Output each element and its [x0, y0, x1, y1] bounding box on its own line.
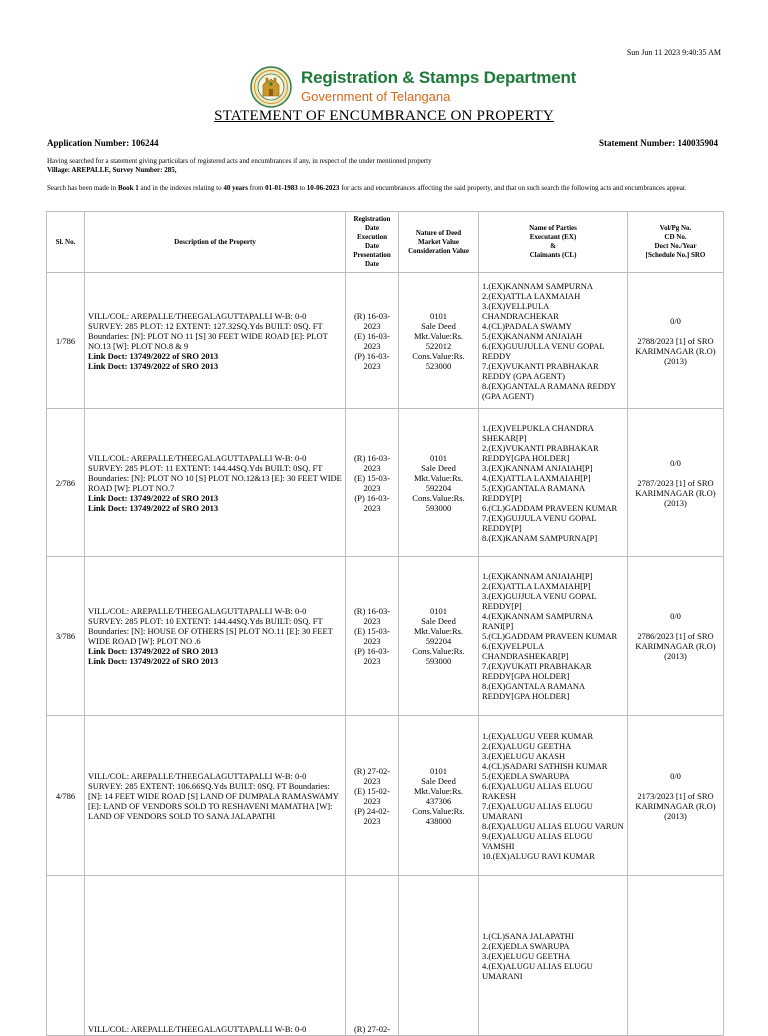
deed-entry: 0101 [430, 310, 447, 321]
deed-entry: 0101 [430, 765, 447, 776]
cell-parties [479, 273, 628, 409]
cell-parties [479, 716, 628, 876]
deed-entry: Sale Deed [421, 462, 456, 473]
party-name: 5.(EX)GANTALA RAMANA REDDY[P] [482, 482, 585, 503]
header-line: Name of Parties [529, 224, 577, 232]
cell-sl-no [47, 876, 85, 1036]
date-entry: (E) 16-03-2023 [354, 330, 390, 351]
vol-page: 0/0 [670, 315, 681, 326]
date-entry: (E) 15-02-2023 [354, 785, 390, 806]
party-name: 2.(EX)ATTLA LAXMAIAH[P] [482, 581, 591, 591]
party-name: 2.(EX)VUKANTI PRABHAKAR REDDY[GPA HOLDER] [482, 442, 599, 463]
party-name: 5.(EX)KANANM ANJAIAH [482, 330, 583, 341]
party-name: 2.(EX)ALUGU GEETHA [482, 740, 572, 751]
date-entry: (R) 27-02- [353, 1024, 391, 1034]
cell-parties [479, 876, 628, 1036]
encumbrance-table-wrap [46, 211, 723, 1034]
header-line: CD No. [664, 233, 687, 241]
cell-sl-no: 1/786 [47, 273, 85, 409]
header-line: & [550, 242, 556, 250]
link-doct: Link Doct: 13749/2022 of SRO 2013 [88, 360, 219, 371]
header-line: Consideration Value [408, 246, 469, 255]
party-name: 8.(EX)ALUGU ALIAS ELUGU VARUN [482, 820, 624, 831]
village-line: Village: AREPALLE, Survey Number: 285, [47, 166, 177, 174]
party-name: 8.(EX)KANAM SAMPURNA[P] [482, 532, 598, 543]
date-entry: (P) 16-03-2023 [354, 350, 390, 371]
header-line: [Schedule No.] SRO [645, 251, 706, 259]
party-name: 1.(CL)SANA JALAPATHI [482, 930, 574, 941]
date-entry: (P) 24-02-2023 [354, 805, 390, 826]
property-description: VILL/COL: AREPALLE/THEEGALAGUTTAPALLI W-B: 0-0 SURVEY: 285 PLOT: 10 EXTENT: 144.44SQ.Yds BUILT: 0SQ. FT Boundaries: [N]: HOUSE OF OTHERS [S] PLOT NO.11 [E]: 30 FEET WIDE ROAD [W]: PLOT NO .6 [88, 606, 333, 646]
cell-deed [399, 409, 479, 557]
deed-entry: 0101 [430, 452, 447, 463]
party-name: 6.(EX)ALUGU ALIAS ELUGU RAKESH [482, 780, 593, 801]
government-name: Government of Telangana [301, 89, 451, 104]
cell-vol [628, 409, 724, 557]
party-name: 2.(EX)ATTLA LAXMAIAH [482, 290, 581, 301]
document-number: 2788/2023 [1] of SRO KARIMNAGAR (R.O)(2013) [635, 335, 716, 366]
deed-entry: Cons.Value:Rs. 593000 [412, 492, 465, 513]
header-line: Executant (EX) [529, 233, 577, 241]
party-name: 5.(CL)GADDAM PRAVEEN KUMAR [482, 631, 618, 641]
header-line: Presentation [353, 251, 391, 259]
cell-description [85, 409, 346, 557]
encumbrance-table [46, 211, 724, 1036]
cell-dates [346, 409, 399, 557]
party-name: 7.(EX)GUJJULA VENU GOPAL REDDY[P] [482, 512, 597, 533]
date-entry: (E) 15-03-2023 [354, 626, 390, 646]
party-name: 8.(EX)GANTALA RAMANA REDDY[GPA HOLDER] [482, 681, 585, 701]
party-name: 5.(EX)EDLA SWARUPA [482, 770, 570, 781]
document-number: 2173/2023 [1] of SRO KARIMNAGAR (R.O)(2013) [635, 790, 716, 821]
link-doct: Link Doct: 13749/2022 of SRO 2013 [88, 656, 219, 666]
intro-text: Having searched for a statement giving particulars of registered acts and encumbrances if any, in respect of the under mentioned property [47, 157, 432, 165]
table-row [47, 409, 724, 557]
header-line: Nature of Deed [415, 228, 462, 237]
cell-dates [346, 876, 399, 1036]
date-entry: (P) 16-03-2023 [354, 492, 390, 513]
party-name: 1.(EX)ALUGU VEER KUMAR [482, 730, 594, 741]
property-description: VILL/COL: AREPALLE/THEEGALAGUTTAPALLI W-B: 0-0 SURVEY: 285 EXTENT: 106.66SQ.Yds BUILT: 0SQ. FT Boundaries: [N]: 14 FEET WIDE ROAD [S] LAND OF DUMPALA RAMASWAMY [E]: LAND OF VENDORS SOLD TO RESHAVENI MAMATHA [W]: LAND OF VENDORS SOLD TO SANA JALAPATHI [88, 770, 339, 821]
table-row [47, 557, 724, 716]
party-name: 3.(EX)GUJJULA VENU GOPAL REDDY[P] [482, 591, 597, 611]
link-doct: Link Doct: 13749/2022 of SRO 2013 [88, 350, 219, 361]
cell-deed [399, 716, 479, 876]
link-doct: Link Doct: 13749/2022 of SRO 2013 [88, 492, 219, 503]
header-line: Registration [353, 215, 391, 223]
party-name: 1.(EX)VELPUKLA CHANDRA SHEKAR[P] [482, 422, 594, 443]
table-row [47, 716, 724, 876]
header-line: Date [365, 224, 379, 232]
cell-sl-no: 2/786 [47, 409, 85, 557]
cell-dates [346, 557, 399, 716]
cell-vol [628, 557, 724, 716]
party-name: 7.(EX)ALUGU ALIAS ELUGU UMARANI [482, 800, 593, 821]
header-line: Execution [357, 233, 387, 241]
party-name: 3.(EX)KANNAM ANJAIAH[P] [482, 462, 593, 473]
cell-vol [628, 273, 724, 409]
table-header-row [47, 212, 724, 273]
deed-entry: Sale Deed [421, 320, 456, 331]
date-entry: (E) 15-03-2023 [354, 472, 390, 493]
document-title: STATEMENT OF ENCUMBRANCE ON PROPERTY [214, 108, 554, 124]
link-doct: Link Doct: 13749/2022 of SRO 2013 [88, 646, 219, 656]
document-number: 2787/2023 [1] of SRO KARIMNAGAR (R.O)(2013) [635, 477, 716, 508]
cell-sl-no: 3/786 [47, 557, 85, 716]
party-name: 8.(EX)GANTALA RAMANA REDDY (GPA AGENT) [482, 380, 616, 401]
party-name: 1.(EX)KANNAM ANJAIAH[P] [482, 571, 593, 581]
link-doct: Link Doct: 13749/2022 of SRO 2013 [88, 502, 219, 513]
cell-dates [346, 273, 399, 409]
telangana-emblem-icon [250, 66, 292, 108]
search-details: Search has been made in Book 1 and in the indexes relating to 40 years from 01-01-1983 to 10-06-2023 for acts and encumbrances affecting the said property, and that on such search the following acts and encumbrances appear. [47, 184, 687, 192]
vol-page: 0/0 [670, 770, 681, 781]
property-description: VILL/COL: AREPALLE/THEEGALAGUTTAPALLI W-B: 0-0 SURVEY: 285 PLOT: 12 EXTENT: 127.32SQ.Yds BUILT: 0SQ. FT Boundaries: [N]: PLOT NO 11 [S] 30 FEET WIDE ROAD [E]: PLOT NO.13 [W]: PLOT NO.8 & 9 [88, 310, 328, 351]
deed-entry: Mkt.Value:Rs. 592204 [413, 626, 464, 646]
party-name: 2.(EX)EDLA SWARUPA [482, 940, 570, 951]
party-name: 3.(EX)ELUGU GEETHA [482, 950, 571, 961]
department-name: Registration & Stamps Department [301, 68, 577, 87]
timestamp: Sun Jun 11 2023 9:40:35 AM [626, 48, 721, 57]
vol-page: 0/0 [670, 457, 681, 468]
party-name: 4.(EX)ATTLA LAXMAIAH[P] [482, 472, 591, 483]
deed-entry: Sale Deed [421, 616, 456, 626]
cell-deed [399, 557, 479, 716]
deed-entry: Mkt.Value:Rs. 522012 [413, 330, 464, 351]
deed-entry: 0101 [430, 606, 447, 616]
date-entry: (R) 16-03-2023 [353, 452, 391, 473]
header-line: Date [365, 260, 379, 268]
header-line: Vol/Pg No. [659, 224, 692, 232]
vol-page: 0/0 [670, 611, 681, 621]
deed-entry: Mkt.Value:Rs. 437306 [413, 785, 464, 806]
party-name: 7.(EX)VUKANTI PRABHAKAR REDDY (GPA AGENT) [482, 360, 599, 381]
cell-description [85, 876, 346, 1036]
party-name: 4.(CL)SADARI SATHISH KUMAR [482, 760, 608, 771]
document-number: 2786/2023 [1] of SRO KARIMNAGAR (R.O)(2013) [635, 631, 716, 661]
cell-deed [399, 273, 479, 409]
header-description: Description of the Property [85, 212, 346, 273]
header-dates [346, 212, 399, 273]
header-line: Market Value [417, 237, 460, 246]
deed-entry: Sale Deed [421, 775, 456, 786]
date-entry: (R) 16-03-2023 [353, 606, 391, 626]
party-name: 6.(EX)VELPULA CHANDRASHEKAR[P] [482, 641, 569, 661]
party-name: 7.(EX)VUKATI PRABHAKAR REDDY[GPA HOLDER] [482, 661, 592, 681]
deed-entry: Cons.Value:Rs. 593000 [412, 646, 465, 666]
property-description: VILL/COL: AREPALLE/THEEGALAGUTTAPALLI W-B: 0-0 SURVEY: 285 PLOT: 11 EXTENT: 144.44SQ.Yds BUILT: 0SQ. FT Boundaries: [N]: PLOT NO 10 [S] PLOT NO.12&13 [E]: 30 FEET WIDE ROAD [W]: PLOT NO.7 [88, 452, 342, 493]
date-entry: (R) 27-02-2023 [353, 765, 391, 786]
party-name: 4.(EX)KANNAM SAMPURNA RANI[P] [482, 611, 593, 631]
search-intro [47, 157, 727, 175]
cell-deed [399, 876, 479, 1036]
party-name: 1.(EX)KANNAM SAMPURNA [482, 280, 593, 291]
table-row [47, 273, 724, 409]
header-vol [628, 212, 724, 273]
cell-description [85, 273, 346, 409]
table-body [47, 273, 724, 1036]
cell-vol [628, 716, 724, 876]
party-name: 3.(EX)ELUGU AKASH [482, 750, 566, 761]
party-name: 10.(EX)ALUGU RAVI KUMAR [482, 850, 595, 861]
party-name: 6.(CL)GADDAM PRAVEEN KUMAR [482, 502, 618, 513]
deed-entry: Mkt.Value:Rs. 592204 [413, 472, 464, 493]
table-row [47, 876, 724, 1036]
deed-entry: Cons.Value:Rs. 438000 [412, 805, 465, 826]
header-line: Claimants (CL) [529, 251, 577, 259]
application-number: Application Number: 106244 [47, 138, 159, 148]
header-line: Date [365, 242, 379, 250]
party-name: 6.(EX)GUUJULLA VENU GOPAL REDDY [482, 340, 605, 361]
cell-parties [479, 409, 628, 557]
header-parties [479, 212, 628, 273]
party-name: 4.(EX)ALUGU ALIAS ELUGU UMARANI [482, 960, 593, 981]
cell-description [85, 557, 346, 716]
party-name: 4.(CL)PADALA SWAMY [482, 320, 572, 331]
cell-sl-no: 4/786 [47, 716, 85, 876]
date-entry: (R) 16-03-2023 [353, 310, 391, 331]
cell-parties [479, 557, 628, 716]
property-description: VILL/COL: AREPALLE/THEEGALAGUTTAPALLI W-B: 0-0 [88, 1024, 307, 1034]
cell-dates [346, 716, 399, 876]
party-name: 9.(EX)ALUGU ALIAS ELUGU VAMSHI [482, 830, 593, 851]
party-name: 3.(EX)VELLPULA CHANDRACHEKAR [482, 300, 559, 321]
cell-description [85, 716, 346, 876]
header-line: Doct No./Year [654, 242, 697, 250]
header-sl-no: Sl. No. [47, 212, 85, 273]
deed-entry: Cons.Value:Rs. 523000 [412, 350, 465, 371]
statement-number: Statement Number: 140035904 [599, 138, 718, 148]
header-deed [399, 212, 479, 273]
cell-vol [628, 876, 724, 1036]
date-entry: (P) 16-03-2023 [354, 646, 390, 666]
